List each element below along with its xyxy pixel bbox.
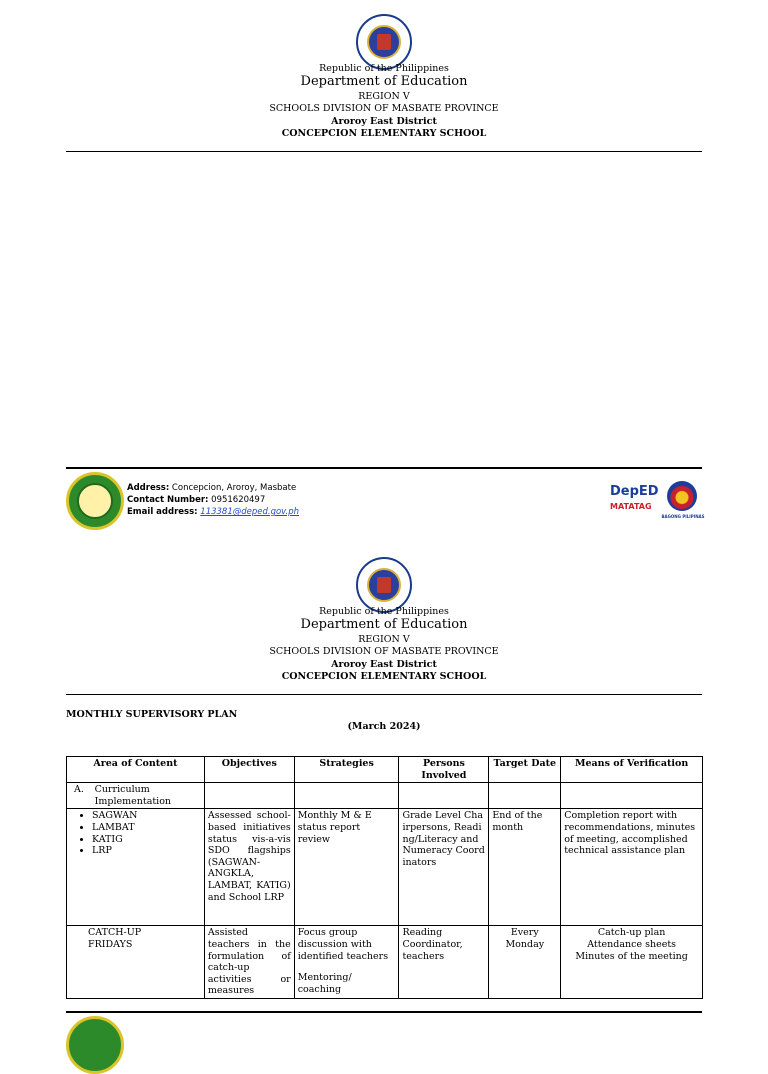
- objectives-cell: Assisted teachers in the formulation of catch-up activities or measures: [204, 926, 294, 999]
- list-item: • LAMBAT: [92, 822, 201, 834]
- catch-up-label: CATCH-UP FRIDAYS: [88, 927, 142, 950]
- target-cell: End of the month: [489, 809, 561, 926]
- address-label: Address:: [127, 483, 170, 493]
- division-line: SCHOOLS DIVISION OF MASBATE PROVINCE: [269, 103, 499, 114]
- deped-logo-text: DepED: [610, 484, 659, 499]
- republic-line-2: Republic of the Philippines: [319, 606, 449, 617]
- list-item: • LRP: [92, 845, 201, 857]
- region-line: REGION V: [358, 91, 410, 102]
- table-row: [67, 926, 703, 999]
- deped-matatag-logo: [610, 484, 659, 522]
- supervisory-plan-table: [66, 756, 703, 999]
- footer-divider: [66, 467, 702, 469]
- persons-cell: Grade Level Chairpersons, Reading/Literacy and Numeracy Coordinators: [399, 809, 489, 926]
- department-line: Department of Education: [300, 74, 468, 89]
- table-row: [67, 809, 703, 926]
- strategy-line: Focus group discussion with identified teachers: [297, 927, 389, 962]
- deped-seal: [356, 14, 412, 70]
- verification-cell: Completion report with recommendations, minutes of meeting, accomplished technical assistance plan: [561, 809, 703, 926]
- col-target: Target Date: [489, 757, 561, 783]
- division-line-2: SCHOOLS DIVISION OF MASBATE PROVINCE: [269, 646, 499, 657]
- school-logo: [66, 472, 124, 530]
- department-line-2: Department of Education: [300, 617, 468, 632]
- col-area: Area of Content: [67, 757, 205, 783]
- col-verification: Means of Verification: [561, 757, 703, 783]
- plan-period: (March 2024): [347, 721, 421, 732]
- district-line-2: Aroroy East District: [331, 659, 437, 670]
- school-line: CONCEPCION ELEMENTARY SCHOOL: [281, 128, 487, 139]
- deped-seal-2: [356, 557, 412, 613]
- strategy-line: Mentoring/ coaching: [297, 972, 352, 995]
- target-cell: Every Monday: [489, 926, 561, 999]
- region-line-2: REGION V: [358, 634, 410, 645]
- school-line-2: CONCEPCION ELEMENTARY SCHOOL: [281, 671, 487, 682]
- verification-line: Minutes of the meeting: [575, 950, 688, 962]
- strategies-cell: Monthly M & E status report review: [294, 809, 399, 926]
- verification-line: Catch-up plan: [597, 927, 666, 939]
- section-label: Curriculum Implementation: [94, 784, 172, 807]
- verification-cell: [561, 926, 703, 999]
- table-header-row: [67, 757, 703, 783]
- email-label: Email address:: [127, 507, 198, 517]
- republic-line: Republic of the Philippines: [319, 63, 449, 74]
- contact-value: 0951620497: [208, 495, 266, 505]
- matatag-text: MATATAG: [610, 502, 652, 511]
- verification-line: Attendance sheets: [587, 938, 677, 950]
- footer-contact-block: [127, 482, 299, 518]
- plan-title: MONTHLY SUPERVISORY PLAN: [66, 709, 238, 720]
- area-cell: [67, 926, 205, 999]
- objectives-cell: Assessed school-based initiatives status vis-a-vis SDO flagships (SAGWAN-ANGKLA, LAMBAT, KATIG) and School LRP: [204, 809, 294, 926]
- header-divider-2: [66, 694, 702, 695]
- strategies-cell: [294, 926, 399, 999]
- school-logo-2: [66, 1016, 124, 1074]
- area-cell: [67, 809, 205, 926]
- header-divider: [66, 151, 702, 152]
- section-row: [67, 783, 703, 809]
- section-cell: [67, 783, 205, 809]
- col-persons: Persons Involved: [399, 757, 489, 783]
- persons-cell: Reading Coordinator, teachers: [399, 926, 489, 999]
- list-item: • SAGWAN: [92, 810, 201, 822]
- footer-divider-2: [66, 1011, 702, 1013]
- address-value: Concepcion, Aroroy, Masbate: [169, 483, 297, 493]
- bagong-pilipinas-logo: [661, 481, 705, 523]
- list-item: • KATIG: [92, 834, 201, 846]
- col-objectives: Objectives: [204, 757, 294, 783]
- col-strategies: Strategies: [294, 757, 399, 783]
- email-link[interactable]: 113381@deped.gov.ph: [200, 507, 299, 517]
- contact-label: Contact Number:: [127, 495, 209, 505]
- bagong-text: BAGONG PILIPINAS: [661, 514, 705, 519]
- district-line: Aroroy East District: [331, 116, 437, 127]
- section-letter: A.: [74, 784, 84, 796]
